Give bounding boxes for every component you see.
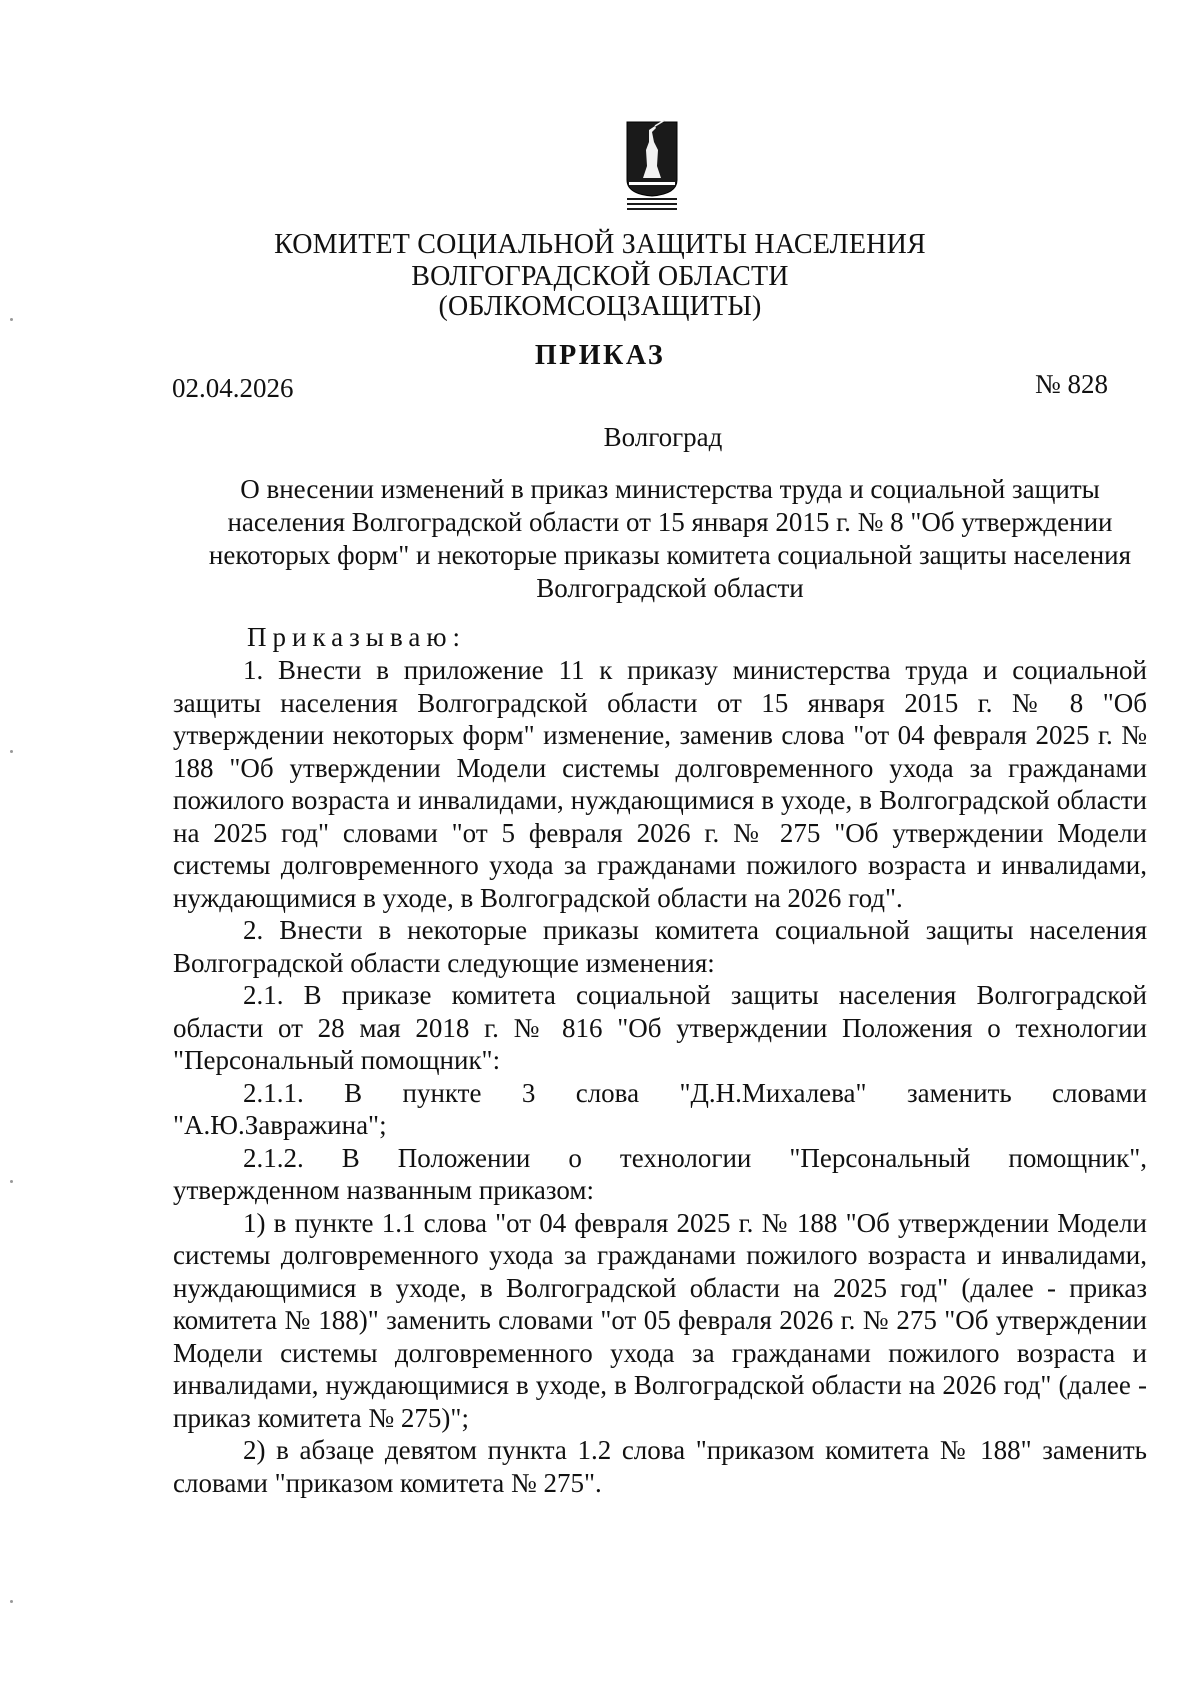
word: В xyxy=(344,1077,363,1108)
organization-abbreviation: (ОБЛКОМСОЦЗАЩИТЫ) xyxy=(438,291,762,322)
document-type-title: ПРИКАЗ xyxy=(534,340,666,371)
scan-mark xyxy=(10,318,13,321)
organization-name-line-2: ВОЛГОГРАДСКОЙ ОБЛАСТИ xyxy=(411,261,789,292)
order-subject: О внесении изменений в приказ министерства труда и социальной защиты населения Волгоградской области от 15 января 2015 г. № 8 "Об утверждении некоторых форм" и некоторые приказы комитета социальной защиты населения Волгоградской области xyxy=(208,474,1132,603)
paragraph-2-1: 2.1. В приказе комитета социальной защиты населения Волгоградской области от 28 мая 2018 г. № 816 "Об утверждении Положения о технологии "Персональный помощник": xyxy=(173,980,1147,1075)
order-number: № 828 xyxy=(1035,369,1109,399)
scan-mark xyxy=(10,750,13,753)
scan-mark xyxy=(10,1600,13,1603)
word: "Д.Н.Михалева" xyxy=(679,1077,867,1108)
word: технологии xyxy=(619,1142,752,1173)
organization-name-line-1: КОМИТЕТ СОЦИАЛЬНОЙ ЗАЩИТЫ НАСЕЛЕНИЯ xyxy=(274,229,926,260)
order-city: Волгоград xyxy=(603,422,723,452)
word: заменить xyxy=(906,1077,1012,1108)
word: помощник", xyxy=(1008,1142,1147,1173)
word: "Персональный xyxy=(789,1142,971,1173)
word: 2.1.1. xyxy=(243,1077,304,1108)
word: словами xyxy=(1052,1077,1147,1108)
volgograd-coat-of-arms-icon xyxy=(625,120,679,214)
paragraph-2: 2. Внести в некоторые приказы комитета социальной защиты населения Волгоградской области следующие изменения: xyxy=(173,915,1147,978)
word: о xyxy=(568,1142,582,1173)
paragraph-2-1-2 xyxy=(173,1142,1147,1175)
word: пункте xyxy=(402,1077,482,1108)
word: 2.1.2. xyxy=(243,1142,304,1173)
subparagraph-2: 2) в абзаце девятом пункта 1.2 слова "приказом комитета № 188" заменить словами "приказом комитета № 275". xyxy=(173,1435,1147,1498)
scan-mark xyxy=(10,1180,13,1183)
word: 3 xyxy=(521,1077,536,1108)
prikazyvayu-heading: Приказываю: xyxy=(247,622,466,652)
word: Положении xyxy=(397,1142,531,1173)
word: слова xyxy=(575,1077,640,1108)
paragraph-2-1-2-continuation: утвержденном названным приказом: xyxy=(173,1175,594,1205)
paragraph-2-1-1-continuation: "А.Ю.Завражина"; xyxy=(173,1110,387,1140)
subparagraph-1: 1) в пункте 1.1 слова "от 04 февраля 2025 г. № 188 "Об утверждении Модели системы долговременного ухода за гражданами пожилого возраста и инвалидами, нуждающимися в уходе, в Волгоградской области на 2025 год" (далее - приказ комитета № 188)" заменить словами "от 05 февраля 2026 г. № 275 "Об утверждении Модели системы долговременного ухода за гражданами пожилого возраста и инвалидами, нуждающимися в уходе, в Волгоградской области на 2026 год" (далее - приказ комитета № 275)"; xyxy=(173,1207,1147,1433)
order-body xyxy=(173,654,1147,1499)
word: В xyxy=(341,1142,360,1173)
order-date: 02.04.2026 xyxy=(172,373,294,403)
paragraph-2-1-1 xyxy=(173,1077,1147,1110)
paragraph-1: 1. Внести в приложение 11 к приказу министерства труда и социальной защиты населения Волгоградской области от 15 января 2015 г. № 8 "Об утверждении некоторых форм" изменение, заменив слова "от 04 февраля 2025 г. № 188 "Об утверждении Модели системы долговременного ухода за гражданами пожилого возраста и инвалидами, нуждающимися в уходе, в Волгоградской области на 2025 год" словами "от 5 февраля 2026 г. № 275 "Об утверждении Модели системы долговременного ухода за гражданами пожилого возраста и инвалидами, нуждающимися в уходе, в Волгоградской области на 2026 год". xyxy=(173,655,1147,913)
